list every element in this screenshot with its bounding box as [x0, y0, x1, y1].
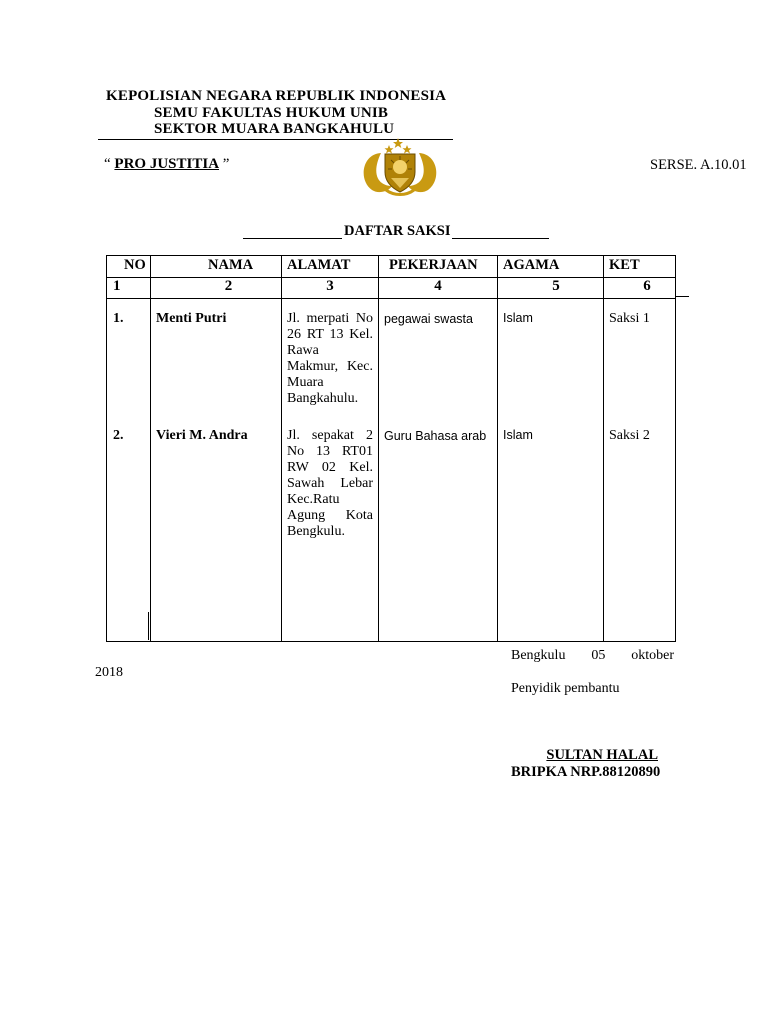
- stray-mark-right: [675, 296, 689, 297]
- signature-place: Bengkulu: [511, 648, 566, 663]
- row-2-agama: Islam: [503, 428, 533, 442]
- row-2-no: 2.: [113, 428, 124, 443]
- row-1-ket: Saksi 1: [609, 311, 650, 326]
- row-1-no: 1.: [113, 311, 124, 326]
- header-line-1: KEPOLISIAN NEGARA REPUBLIK INDONESIA: [106, 88, 447, 104]
- signatory-name: SULTAN HALAL: [546, 747, 658, 763]
- row-2-ket: Saksi 2: [609, 428, 650, 443]
- place-date-line: [511, 648, 674, 664]
- col-header-nama: NAMA: [151, 256, 282, 278]
- pro-justitia-text: PRO JUSTITIA: [114, 156, 220, 172]
- pro-justitia-close-quote: ”: [219, 156, 230, 172]
- col-header-ket: KET: [604, 256, 676, 278]
- col-number-5: 5: [498, 278, 604, 299]
- row-2-nama: Vieri M. Andra: [156, 428, 248, 443]
- table-body-row: [107, 299, 676, 642]
- row-2-alamat: Jl. sepakat 2 No 13 RT01 RW 02 Kel. Sawah Lebar Kec.Ratu Agung Kota Bengkulu.: [287, 428, 373, 539]
- col-header-alamat: ALAMAT: [282, 256, 379, 278]
- stray-mark-left: [148, 612, 149, 640]
- row-1-agama: Islam: [503, 311, 533, 325]
- signature-day: 05: [591, 648, 606, 663]
- row-1-alamat: Jl. merpati No 26 RT 13 Kel. Rawa Makmur, Kec. Muara Bangkahulu.: [287, 311, 373, 406]
- table-header-row: [107, 256, 676, 278]
- signature-month: oktober: [631, 648, 674, 663]
- pro-justitia-open-quote: “: [104, 156, 115, 172]
- col-header-pekerjaan: PEKERJAAN: [379, 256, 498, 278]
- witness-table: [106, 255, 676, 642]
- row-2-pekerjaan: Guru Bahasa arab: [384, 429, 487, 443]
- police-emblem-icon: [358, 136, 442, 198]
- table-number-row: [107, 278, 676, 299]
- page-title: DAFTAR SAKSI: [344, 223, 451, 239]
- col-number-2: 2: [151, 278, 282, 299]
- row-1-pekerjaan: pegawai swasta: [384, 312, 473, 326]
- signatory-rank: BRIPKA NRP.88120890: [511, 764, 661, 780]
- header-line-2: SEMU FAKULTAS HUKUM UNIB: [154, 105, 389, 121]
- header-line-3: SEKTOR MUARA BANGKAHULU: [154, 121, 395, 137]
- col-header-no: NO: [107, 256, 151, 278]
- signature-year: 2018: [95, 665, 123, 680]
- col-header-agama: AGAMA: [498, 256, 604, 278]
- row-1-nama: Menti Putri: [156, 311, 227, 326]
- pro-justitia: [104, 156, 229, 173]
- signature-role: Penyidik pembantu: [511, 681, 620, 696]
- col-number-3: 3: [282, 278, 379, 299]
- document-code: SERSE. A.10.01: [650, 157, 747, 173]
- col-number-1: 1: [107, 278, 151, 299]
- col-number-6: 6: [604, 278, 676, 299]
- col-number-4: 4: [379, 278, 498, 299]
